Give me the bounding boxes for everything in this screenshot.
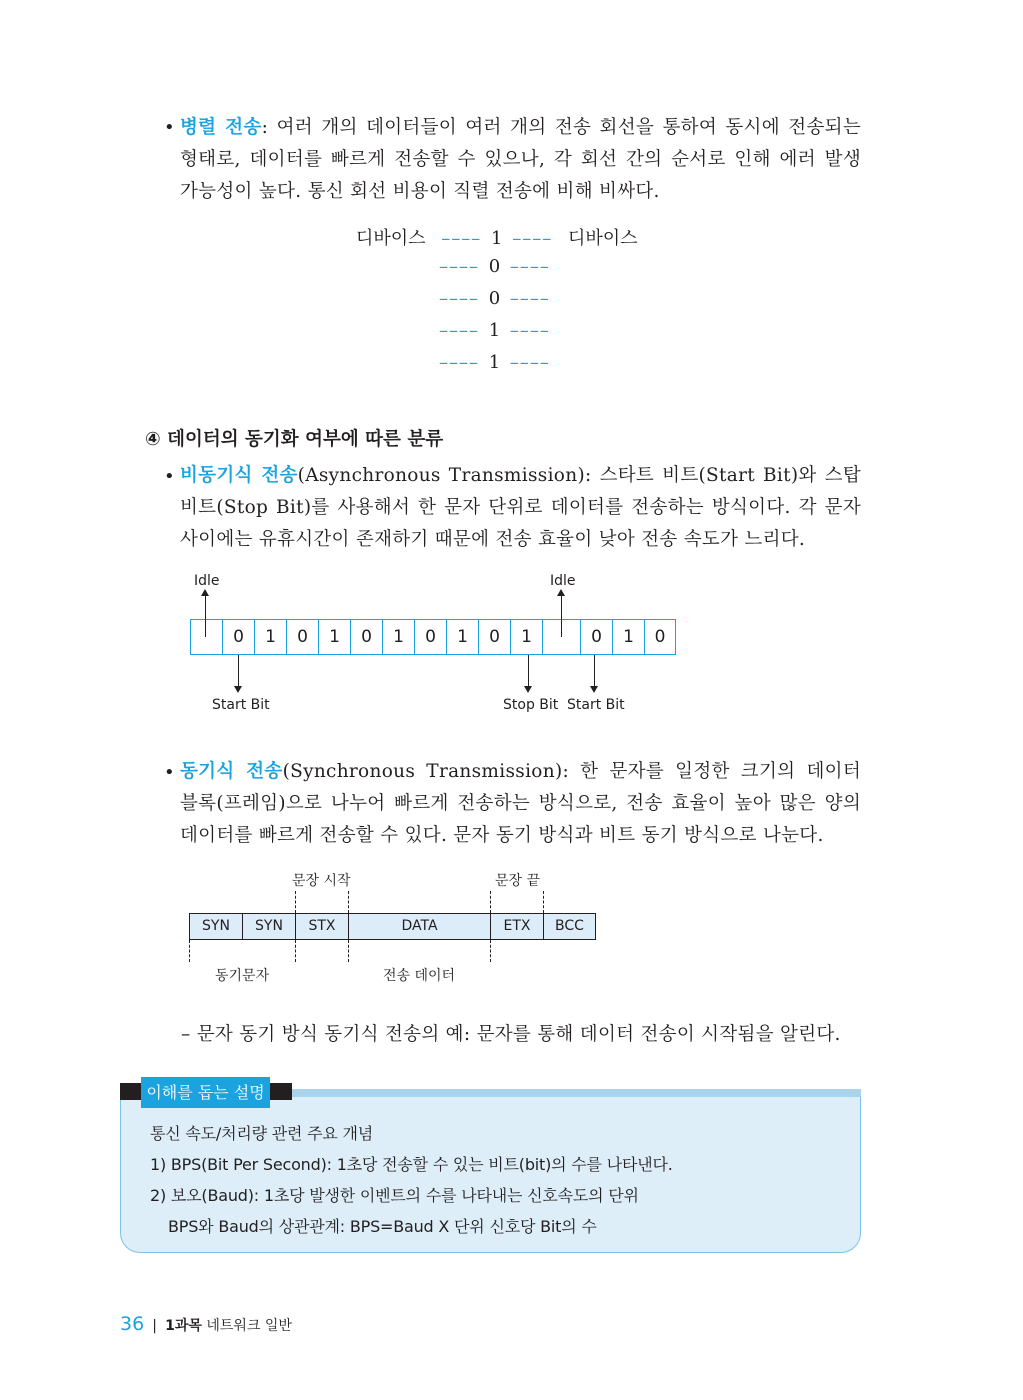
parallel-row-3 <box>439 288 550 309</box>
dash-right: –––– <box>512 228 553 249</box>
bit-value: 0 <box>488 256 501 277</box>
parallel-line-3: 가능성이 높다. 통신 회선 비용이 직렬 전송에 비해 비싸다. <box>180 181 660 202</box>
text-end-label: 문장 끝 <box>495 873 541 889</box>
explain-box-title: 이해를 돕는 설명 <box>141 1077 270 1108</box>
bit-value: 0 <box>488 288 501 309</box>
frame-field: SYN <box>189 913 243 940</box>
idle-marker <box>561 619 562 637</box>
explain-line: 1) BPS(Bit Per Second): 1초당 전송할 수 있는 비트(bit)의 수를 나타낸다. <box>150 1155 673 1174</box>
dash-right: –––– <box>509 352 550 373</box>
device-left: 디바이스 <box>356 228 426 249</box>
sync-paragraph <box>180 756 861 852</box>
stop-bit-arrow <box>528 655 529 687</box>
explain-line: 통신 속도/처리량 관련 주요 개념 <box>150 1124 374 1143</box>
bit-cell: 0 <box>286 619 319 655</box>
parallel-row-5 <box>439 352 550 373</box>
explain-line: 2) 보오(Baud): 1초당 발생한 이벤트의 수를 나타내는 신호속도의 단위 <box>150 1186 639 1205</box>
idle-right-label: Idle <box>550 573 576 589</box>
bit-cell: 1 <box>446 619 479 655</box>
dash-left: –––– <box>439 320 479 341</box>
frame-divider-mark <box>543 891 544 913</box>
bit-cell: 0 <box>414 619 447 655</box>
arrow-up-icon <box>557 589 565 596</box>
sync-line-3: 데이터를 빠르게 전송할 수 있다. 문자 동기 방식과 비트 동기 방식으로 나눈다. <box>180 825 824 846</box>
bit-cell <box>190 619 223 655</box>
parallel-line-2: 형태로, 데이터를 빠르게 전송할 수 있으나, 각 회선 간의 순서로 인해 에러 발생 <box>180 149 861 170</box>
start-bit-right-label: Start Bit <box>567 697 625 713</box>
footer-subject: 네트워크 일반 <box>201 1318 292 1334</box>
arrow-down-icon <box>590 686 598 693</box>
parallel-row-1 <box>356 224 638 250</box>
parallel-paragraph <box>180 112 861 208</box>
frame-field: DATA <box>348 913 491 940</box>
async-term: 비동기식 전송 <box>180 465 298 486</box>
bit-cell: 1 <box>612 619 645 655</box>
frame-field: SYN <box>242 913 296 940</box>
async-line-1: 비동기식 전송(Asynchronous Transmission): 스타트 비트(Start Bit)와 스탑 <box>180 465 861 486</box>
frame-divider-mark <box>490 940 491 962</box>
sync-line-2: 블록(프레임)으로 나누어 빠르게 전송하는 방식으로, 전송 효율이 높아 많은 양의 <box>180 793 861 814</box>
bit-stream <box>190 619 676 655</box>
dash-left: –––– <box>439 288 479 309</box>
dash-right: –––– <box>509 320 550 341</box>
frame-fields <box>189 913 596 940</box>
parallel-row-4 <box>439 320 550 341</box>
frame-divider-mark <box>348 940 349 962</box>
sync-chars-label: 동기문자 <box>215 968 270 984</box>
parallel-term: 병렬 전송 <box>180 117 262 138</box>
page-footer <box>120 1313 292 1335</box>
parallel-line-1: 병렬 전송: 여러 개의 데이터들이 여러 개의 전송 회선을 통하여 동시에 전송되는 <box>180 117 861 138</box>
dash-right: –––– <box>509 256 550 277</box>
sync-line-1: 동기식 전송(Synchronous Transmission): 한 문자를 일정한 크기의 데이터 <box>180 761 861 782</box>
bit-value: 1 <box>488 320 501 341</box>
bit-cell: 0 <box>478 619 511 655</box>
frame-divider-mark <box>189 940 190 962</box>
async-line-3: 사이에는 유휴시간이 존재하기 때문에 전송 효율이 낮아 전송 속도가 느리다. <box>180 529 806 550</box>
idle-left-label: Idle <box>194 573 220 589</box>
start-bit-left-label: Start Bit <box>212 697 270 713</box>
bullet-dot: • <box>164 117 175 138</box>
stop-bit-label: Stop Bit <box>503 697 559 713</box>
bit-value: 1 <box>491 228 503 249</box>
explain-line: BPS와 Baud의 상관관계: BPS=Baud X 단위 신호당 Bit의 수 <box>168 1217 597 1236</box>
arrow-down-icon <box>234 686 242 693</box>
bit-value: 1 <box>488 352 501 373</box>
frame-divider-mark <box>348 891 349 913</box>
bit-cell: 1 <box>318 619 351 655</box>
bit-cell: 1 <box>254 619 287 655</box>
sync-example: – 문자 동기 방식 동기식 전송의 예: 문자를 통해 데이터 전송이 시작됨을 알린다. <box>181 1024 841 1045</box>
bit-cell: 0 <box>644 619 676 655</box>
dash-left: –––– <box>439 256 479 277</box>
explain-box <box>120 1083 861 1253</box>
frame-field: STX <box>295 913 349 940</box>
async-paragraph <box>180 460 861 556</box>
transmit-data-label: 전송 데이터 <box>383 968 456 984</box>
device-right: 디바이스 <box>567 228 638 249</box>
arrow-down-icon <box>524 686 532 693</box>
arrow-up-icon <box>201 589 209 596</box>
footer-separator: | <box>152 1318 157 1334</box>
frame-divider-mark <box>295 940 296 962</box>
frame-divider-mark <box>490 891 491 913</box>
bullet-dot: • <box>164 466 175 487</box>
parallel-row-2 <box>439 256 550 277</box>
sync-term: 동기식 전송 <box>180 761 283 782</box>
bit-cell: 1 <box>382 619 415 655</box>
page-number: 36 <box>120 1313 145 1335</box>
bullet-dot: • <box>164 762 175 783</box>
start-bit-left-arrow <box>238 655 239 687</box>
dash-left: –––– <box>439 352 479 373</box>
async-line-2: 비트(Stop Bit)를 사용해서 한 문자 단위로 데이터를 전송하는 방식이다. 각 문자 <box>180 497 861 518</box>
bit-cell: 1 <box>510 619 543 655</box>
frame-divider-mark <box>295 891 296 913</box>
bit-cell: 0 <box>580 619 613 655</box>
dash-left: –––– <box>441 228 482 249</box>
start-bit-right-arrow <box>594 655 595 687</box>
section-heading: ④ 데이터의 동기화 여부에 따른 분류 <box>145 429 444 450</box>
idle-marker <box>205 619 206 637</box>
bit-cell: 0 <box>350 619 383 655</box>
frame-field: ETX <box>490 913 544 940</box>
dash-right: –––– <box>509 288 550 309</box>
text-start-label: 문장 시작 <box>292 873 351 889</box>
footer-subject-bold: 1과목 <box>165 1318 202 1334</box>
frame-field: BCC <box>543 913 596 940</box>
bit-cell: 0 <box>222 619 255 655</box>
